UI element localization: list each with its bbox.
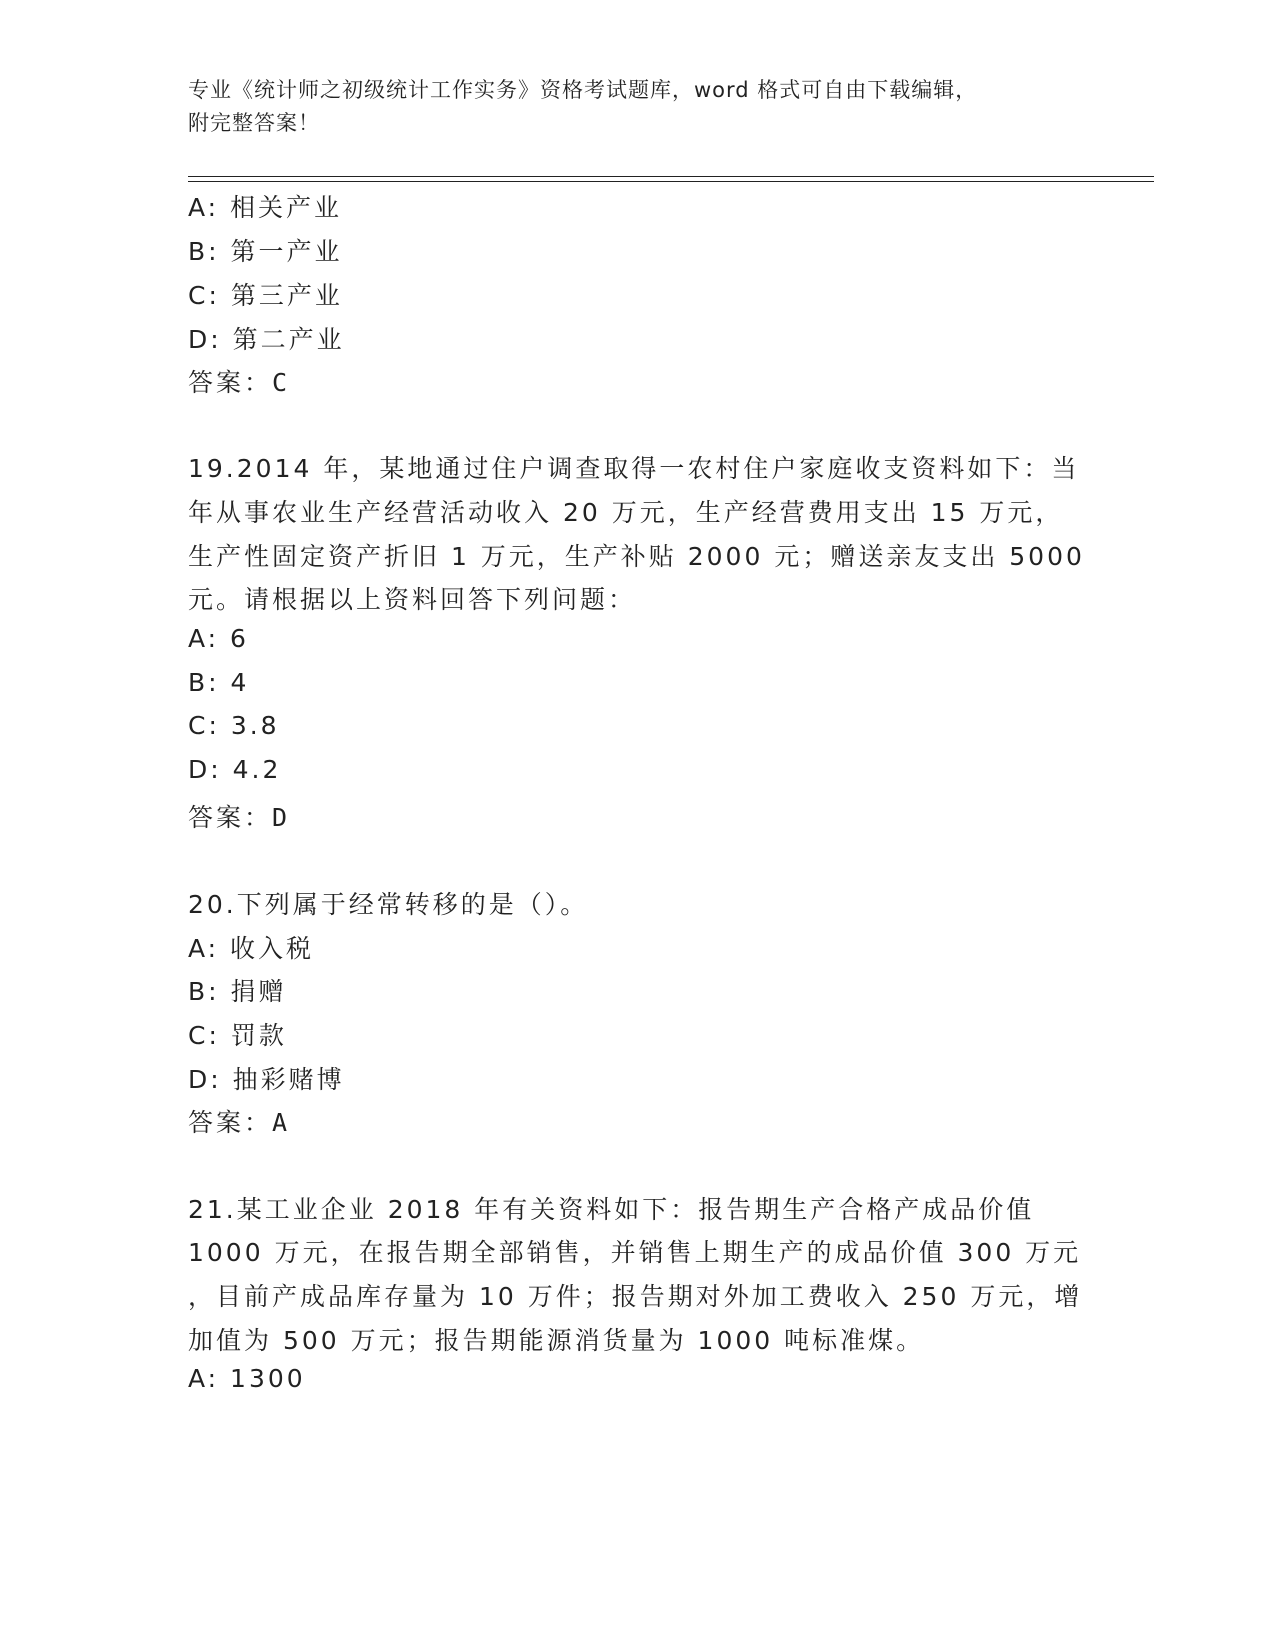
q20-option-a: A: 收入税 (188, 934, 315, 963)
q20-answer-value: A (272, 1108, 289, 1137)
header-line-2: 附完整答案！ (188, 111, 320, 135)
header-line-1: 专业《统计师之初级统计工作实务》资格考试题库，word 格式可自由下载编辑， (188, 78, 978, 102)
q19-option-b: B: 4 (188, 668, 250, 697)
header-divider-bottom (188, 181, 1154, 182)
header-divider-top (188, 176, 1154, 177)
q18-option-b: B: 第一产业 (188, 237, 343, 266)
q20-option-c: C: 罚款 (188, 1021, 287, 1050)
q18-option-a: A: 相关产业 (188, 193, 343, 222)
q18-answer (188, 363, 288, 399)
q18-option-c: C: 第三产业 (188, 281, 343, 310)
q20-answer (188, 1103, 288, 1139)
q19-stem-line-1: 19.2014 年，某地通过住户调查取得一农村住户家庭收支资料如下：当 (188, 454, 1080, 483)
q19-option-a: A: 6 (188, 624, 249, 653)
q21-option-a: A: 1300 (188, 1364, 306, 1393)
q21-stem-line-3: ，目前产成品库存量为 10 万件；报告期对外加工费收入 250 万元，增 (188, 1282, 1083, 1311)
document-header (188, 74, 1088, 140)
q21-stem-line-1: 21.某工业企业 2018 年有关资料如下：报告期生产合格产成品价值 (188, 1195, 1035, 1224)
q19-option-c: C: 3.8 (188, 711, 280, 740)
q20-option-d: D: 抽彩赌博 (188, 1065, 345, 1094)
q19-stem-line-3: 生产性固定资产折旧 1 万元，生产补贴 2000 元；赠送亲友支出 5000 (188, 542, 1085, 571)
q21-stem-line-4: 加值为 500 万元；报告期能源消货量为 1000 吨标准煤。 (188, 1326, 925, 1355)
q20-option-b: B: 捐赠 (188, 977, 287, 1006)
q19-stem-line-4: 元。请根据以上资料回答下列问题： (188, 585, 637, 614)
q20-answer-label: 答案： (188, 1108, 273, 1137)
q18-option-d: D: 第二产业 (188, 325, 345, 354)
q19-option-d: D: 4.2 (188, 755, 282, 784)
q18-answer-label: 答案： (188, 368, 273, 397)
q19-answer-label: 答案： (188, 803, 273, 832)
q19-stem-line-2: 年从事农业生产经营活动收入 20 万元，生产经营费用支出 15 万元， (188, 498, 1064, 527)
q19-answer-value: D (272, 803, 289, 832)
q18-answer-value: C (272, 368, 289, 397)
q19-answer (188, 798, 288, 834)
q20-stem-line-1: 20.下列属于经常转移的是（）。 (188, 890, 589, 919)
q21-stem-line-2: 1000 万元，在报告期全部销售，并销售上期生产的成品价值 300 万元 (188, 1238, 1082, 1267)
